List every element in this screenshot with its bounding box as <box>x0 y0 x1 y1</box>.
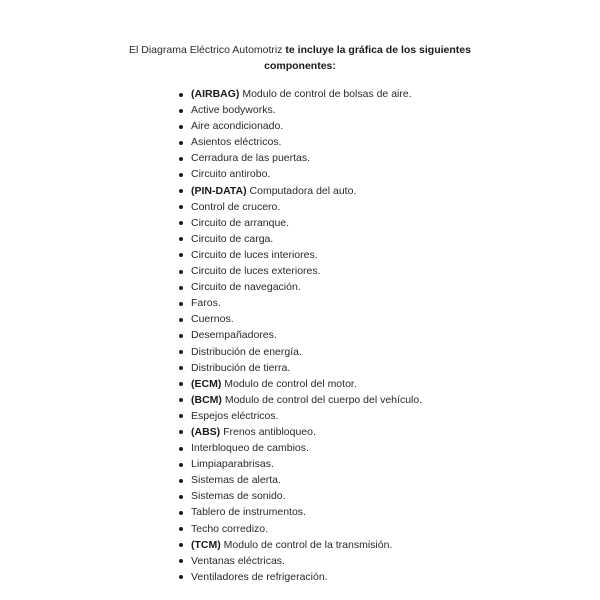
list-item <box>179 440 422 456</box>
bullet-icon <box>179 559 183 563</box>
item-code: (BCM) <box>191 393 222 406</box>
list-item <box>179 376 422 392</box>
list-item <box>179 408 422 424</box>
bullet-icon <box>179 527 183 531</box>
bullet-icon <box>179 350 183 354</box>
item-code: (ECM) <box>191 377 222 390</box>
bullet-icon <box>179 430 183 434</box>
list-item <box>179 247 422 263</box>
bullet-icon <box>179 286 183 290</box>
bullet-icon <box>179 398 183 402</box>
item-text: Circuito de luces interiores. <box>191 248 318 261</box>
item-text: Circuito de carga. <box>191 232 274 245</box>
list-item <box>179 263 422 279</box>
bullet-icon <box>179 463 183 467</box>
list-item <box>179 392 422 408</box>
bullet-icon <box>179 479 183 483</box>
bullet-icon <box>179 253 183 257</box>
bullet-icon <box>179 205 183 209</box>
list-item <box>179 134 422 150</box>
item-text: Circuito antirobo. <box>191 168 271 181</box>
list-item <box>179 150 422 166</box>
bullet-icon <box>179 334 183 338</box>
item-text: Control de crucero. <box>191 200 281 213</box>
item-text: Modulo de control de bolsas de aire. <box>242 88 412 100</box>
item-text: Desempañadores. <box>191 329 277 342</box>
list-item <box>179 521 422 537</box>
list-item <box>179 215 422 231</box>
item-text: Sistemas de sonido. <box>191 490 286 503</box>
item-text: Sistemas de alerta. <box>191 474 281 487</box>
bullet-icon <box>179 414 183 418</box>
item-text: Circuito de arranque. <box>191 216 290 229</box>
components-list <box>179 86 422 585</box>
item-text: Espejos eléctricos. <box>191 409 279 422</box>
item-text: Frenos antibloqueo. <box>223 425 316 438</box>
item-text: Cerradura de las puertas. <box>191 152 311 165</box>
intro-line-2: componentes: <box>264 60 336 72</box>
list-item <box>179 504 422 520</box>
list-item <box>179 118 422 134</box>
item-text: Techo corredizo. <box>191 522 269 535</box>
list-item <box>179 231 422 247</box>
list-item <box>179 86 422 102</box>
bullet-icon <box>179 125 183 129</box>
intro-line-1 <box>0 42 600 58</box>
item-text: Modulo de control del cuerpo del vehículo. <box>224 393 423 406</box>
item-text: Circuito de luces exteriores. <box>191 265 321 278</box>
bullet-icon <box>179 157 183 161</box>
bullet-icon <box>179 302 183 306</box>
list-item <box>179 472 422 488</box>
item-text: Modulo de control de la transmisión. <box>223 538 393 551</box>
item-text: Cuernos. <box>191 313 234 326</box>
intro-plain-text: El Diagrama Eléctrico Automotriz <box>129 44 286 56</box>
item-code: (TCM) <box>191 538 221 551</box>
list-item <box>179 102 422 118</box>
list-item <box>179 166 422 182</box>
bullet-icon <box>179 237 183 241</box>
list-item <box>179 488 422 504</box>
list-item <box>179 569 422 585</box>
item-text: Circuito de navegación. <box>191 281 301 294</box>
list-item <box>179 424 422 440</box>
item-text: Interbloqueo de cambios. <box>191 442 309 455</box>
item-text: Faros. <box>191 297 221 310</box>
item-text: Aire acondicionado. <box>191 120 284 133</box>
list-item <box>179 553 422 569</box>
bullet-icon <box>179 575 183 579</box>
item-code: (ABS) <box>191 425 221 438</box>
item-code: (AIRBAG) <box>191 88 240 100</box>
item-text: Distribución de energía. <box>191 345 302 358</box>
bullet-icon <box>179 366 183 370</box>
bullet-icon <box>179 141 183 145</box>
list-item <box>179 183 422 199</box>
bullet-icon <box>179 495 183 499</box>
item-text: Asientos eléctricos. <box>191 136 282 149</box>
list-item <box>179 537 422 553</box>
intro-bold-text: te incluye la gráfica de los siguientes <box>285 44 471 56</box>
item-text: Active bodyworks. <box>191 104 276 117</box>
bullet-icon <box>179 109 183 113</box>
list-item <box>179 295 422 311</box>
bullet-icon <box>179 543 183 547</box>
bullet-icon <box>179 382 183 386</box>
intro-paragraph <box>0 42 600 74</box>
item-text: Ventanas eléctricas. <box>191 554 285 567</box>
item-text: Ventiladores de refrigeración. <box>191 570 328 583</box>
item-text: Tablero de instrumentos. <box>191 506 306 519</box>
list-item <box>179 456 422 472</box>
bullet-icon <box>179 318 183 322</box>
bullet-icon <box>179 189 183 193</box>
item-text: Distribución de tierra. <box>191 361 291 374</box>
list-item <box>179 199 422 215</box>
bullet-icon <box>179 447 183 451</box>
list-item <box>179 327 422 343</box>
bullet-icon <box>179 511 183 515</box>
bullet-icon <box>179 270 183 274</box>
bullet-icon <box>179 221 183 225</box>
list-item <box>179 311 422 327</box>
bullet-icon <box>179 93 183 97</box>
list-item <box>179 279 422 295</box>
list-item <box>179 344 422 360</box>
item-text: Limpiaparabrisas. <box>191 458 274 471</box>
bullet-icon <box>179 173 183 177</box>
item-text: Computadora del auto. <box>249 184 357 197</box>
item-code: (PIN-DATA) <box>191 184 247 197</box>
list-item <box>179 360 422 376</box>
item-text: Modulo de control del motor. <box>224 377 357 390</box>
